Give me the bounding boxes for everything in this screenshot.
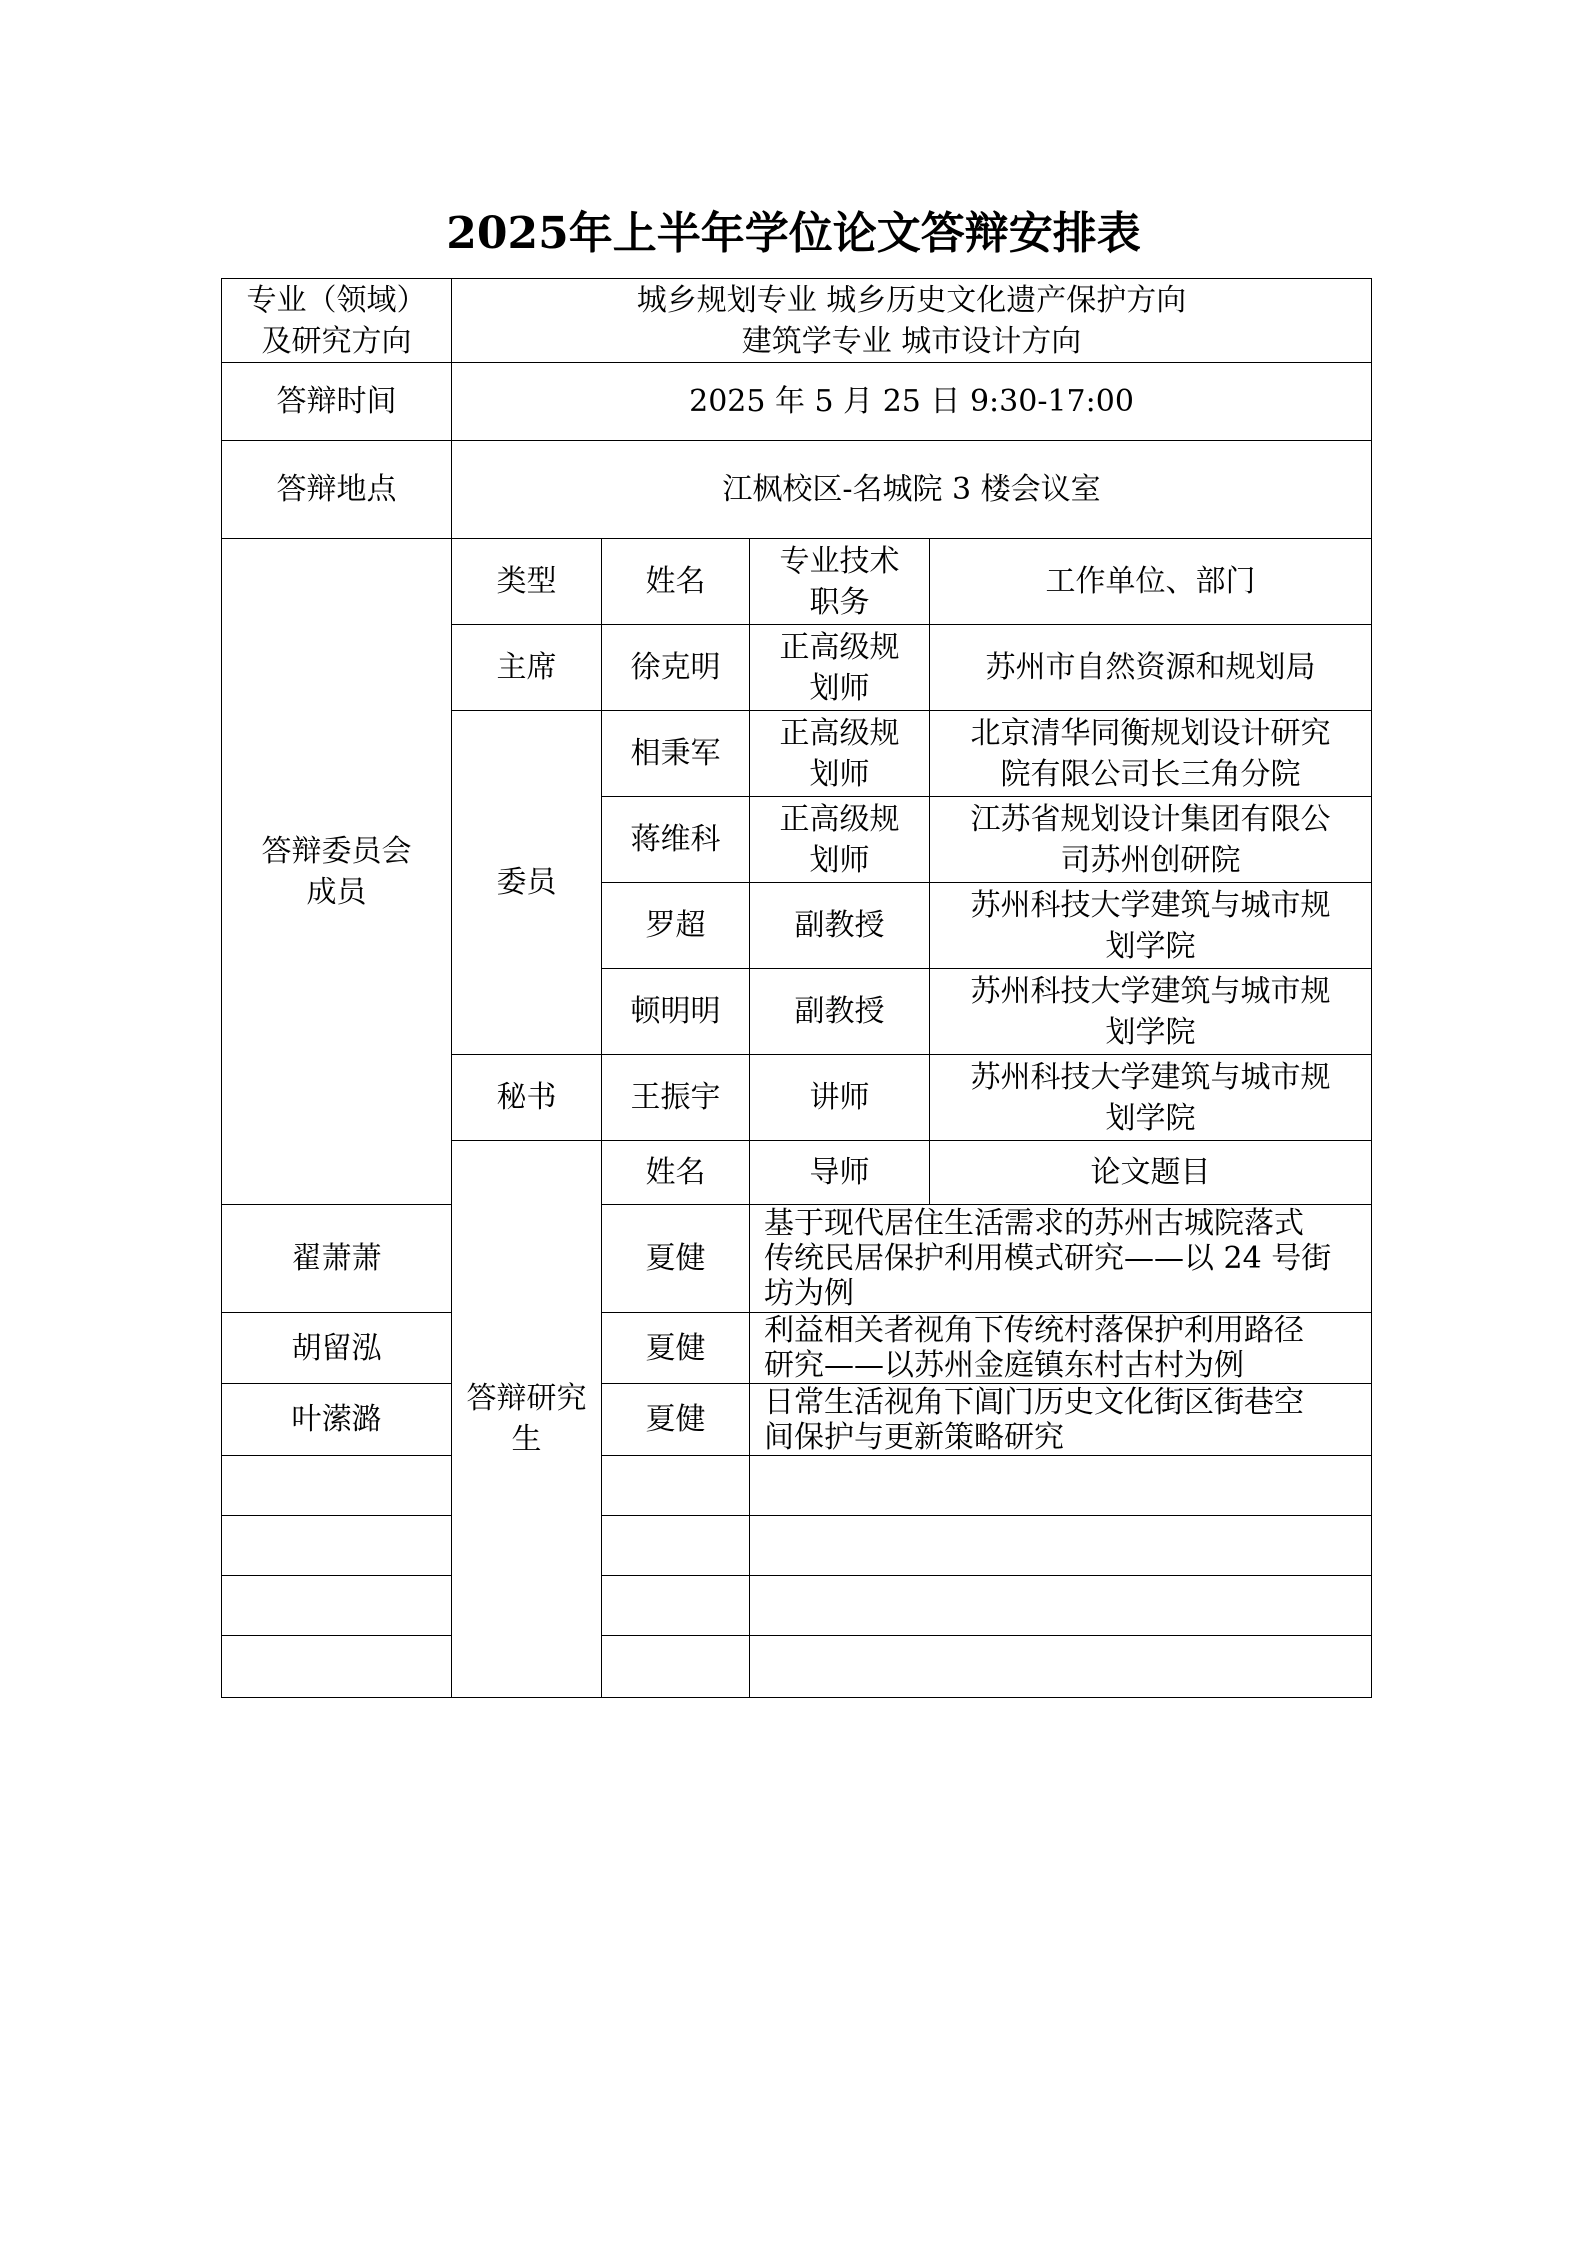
member-unit: 北京清华同衡规划设计研究 院有限公司长三角分院: [930, 711, 1372, 797]
empty-student-row: [222, 1636, 1372, 1698]
student-row: [222, 1313, 1372, 1384]
header-title: 专业技术 职务: [750, 539, 930, 625]
student-advisor: 夏健: [602, 1384, 750, 1456]
student-advisor: 夏健: [602, 1205, 750, 1313]
place-row: [222, 441, 1372, 539]
member-type: 主席: [452, 625, 602, 711]
major-value: 城乡规划专业 城乡历史文化遗产保护方向 建筑学专业 城市设计方向: [452, 279, 1372, 363]
committee-header-row: [222, 539, 1372, 625]
major-row: [222, 279, 1372, 363]
student-topic: 基于现代居住生活需求的苏州古城院落式 传统民居保护利用模式研究——以 24 号街 坊为例: [750, 1205, 1372, 1313]
empty-cell: [602, 1456, 750, 1516]
member-name: 相秉军: [602, 711, 750, 797]
time-value: 2025 年 5 月 25 日 9:30-17:00: [452, 363, 1372, 441]
header-type: 类型: [452, 539, 602, 625]
header-advisor: 导师: [750, 1141, 930, 1205]
committee-label: 答辩委员会 成员: [222, 539, 452, 1205]
member-unit: 苏州科技大学建筑与城市规 划学院: [930, 883, 1372, 969]
empty-cell: [222, 1636, 452, 1698]
member-name: 罗超: [602, 883, 750, 969]
empty-cell: [222, 1576, 452, 1636]
member-name: 蒋维科: [602, 797, 750, 883]
student-name: 胡留泓: [222, 1313, 452, 1384]
student-row: [222, 1384, 1372, 1456]
empty-cell: [602, 1576, 750, 1636]
empty-cell: [602, 1516, 750, 1576]
member-unit: 苏州市自然资源和规划局: [930, 625, 1372, 711]
header-name: 姓名: [602, 539, 750, 625]
member-unit: 江苏省规划设计集团有限公 司苏州创研院: [930, 797, 1372, 883]
member-title: 讲师: [750, 1055, 930, 1141]
defense-schedule-table: [221, 278, 1372, 1698]
student-row: [222, 1205, 1372, 1313]
member-type: 委员: [452, 711, 602, 1055]
member-title: 副教授: [750, 883, 930, 969]
member-title: 正高级规 划师: [750, 797, 930, 883]
header-unit: 工作单位、部门: [930, 539, 1372, 625]
member-name: 王振宇: [602, 1055, 750, 1141]
student-topic: 利益相关者视角下传统村落保护利用路径 研究——以苏州金庭镇东村古村为例: [750, 1313, 1372, 1384]
student-name: 翟萧萧: [222, 1205, 452, 1313]
header-topic: 论文题目: [930, 1141, 1372, 1205]
time-label: 答辩时间: [222, 363, 452, 441]
member-title: 正高级规 划师: [750, 625, 930, 711]
member-type: 秘书: [452, 1055, 602, 1141]
member-title: 副教授: [750, 969, 930, 1055]
major-label: 专业（领域） 及研究方向: [222, 279, 452, 363]
member-title: 正高级规 划师: [750, 711, 930, 797]
page-title: 2025年上半年学位论文答辩安排表: [446, 208, 1141, 259]
student-topic: 日常生活视角下阊门历史文化街区街巷空 间保护与更新策略研究: [750, 1384, 1372, 1456]
member-unit: 苏州科技大学建筑与城市规 划学院: [930, 1055, 1372, 1141]
empty-student-row: [222, 1516, 1372, 1576]
member-unit: 苏州科技大学建筑与城市规 划学院: [930, 969, 1372, 1055]
empty-cell: [222, 1456, 452, 1516]
empty-cell: [750, 1456, 1372, 1516]
member-name: 顿明明: [602, 969, 750, 1055]
member-name: 徐克明: [602, 625, 750, 711]
place-label: 答辩地点: [222, 441, 452, 539]
empty-student-row: [222, 1456, 1372, 1516]
empty-cell: [222, 1516, 452, 1576]
student-name: 叶潆潞: [222, 1384, 452, 1456]
empty-cell: [602, 1636, 750, 1698]
time-row: [222, 363, 1372, 441]
place-value: 江枫校区-名城院 3 楼会议室: [452, 441, 1372, 539]
empty-student-row: [222, 1576, 1372, 1636]
header-student-name: 姓名: [602, 1141, 750, 1205]
empty-cell: [750, 1516, 1372, 1576]
students-label: 答辩研究生: [452, 1141, 602, 1698]
empty-cell: [750, 1576, 1372, 1636]
empty-cell: [750, 1636, 1372, 1698]
student-advisor: 夏健: [602, 1313, 750, 1384]
